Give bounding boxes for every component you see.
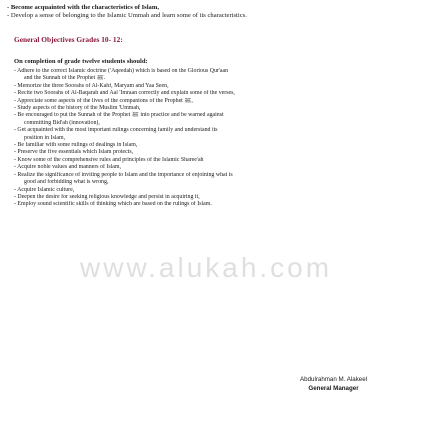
intro-text: On completion of grade twelve students should: [14,58,148,65]
objective-line: - Know some of the comprehensive rules and principles of the Islamic Sharee'ah [14,156,204,163]
signatory-title: General Manager [308,385,359,392]
objective-line: - Recite two Soorahs of Al-Baqarah and Aal 'Imraan correctly and explain some of the verses, [14,90,235,97]
objective-line: and the Sunnah of the Prophet ﷺ. [24,75,106,82]
objective-line: - Be familiar with some rulings of dealings in Islam, [14,142,138,149]
section-heading: General Objectives Grades 10- 12: [14,35,123,44]
objective-line: - Appreciate some aspects of the lives of the companions of the Prophet ﷺ, [14,97,193,104]
objective-line: - Study aspects of the history of the Muslim 'Ummah, [14,105,141,112]
objective-line: position in Islam, [24,134,66,141]
objective-line: - Acquire noble values and manners of Islam, [14,164,121,171]
signature-block [300,375,367,393]
objectives-list [14,68,344,209]
objective-line: - Memorize the three Soorahs of Al-Kahf, Maryam and Yaa Seen, [14,82,169,89]
top-objectives [7,4,417,21]
objective-line: - Deepen the desire for seeking religious knowledge and persist in acquiring it, [14,193,200,200]
objective-line: - Acquire Islamic culture, [14,186,75,193]
objective-line: good and forbidding what is wrong, [24,179,109,186]
objective-line: committing Bid'ah (innovation), [24,119,100,126]
top-line-1: - Become acquainted with the characteristics of Islam, [7,4,159,11]
watermark: www.alukah.com [80,252,333,283]
objective-line: - Adhere to the correct Islamic doctrine ('Aqeedah) which is based on the Glorious Qur'aan [14,68,229,74]
objective-line: - Be encouraged to put the Sunnah of the Prophet ﷺ into practice and be warned against [14,112,224,119]
objective-line: - Realize the significance of inviting people to Islam and the importance of enjoining what is [14,171,233,178]
top-line-2: - Develop a sense of belonging to the Islamic Ummah and learn some of its characteristics. [7,12,247,20]
signatory-name: Abdulrahman M. Alakeel [300,376,368,383]
objective-line: - Employ sound scientific skills of thinking which are based on the rulings of Islam. [14,201,212,208]
objective-line: - Get acquainted with the most important rulings concerning family and understand its [14,127,218,134]
objective-line: - Preserve the five essentials which Islam protects, [14,149,134,156]
